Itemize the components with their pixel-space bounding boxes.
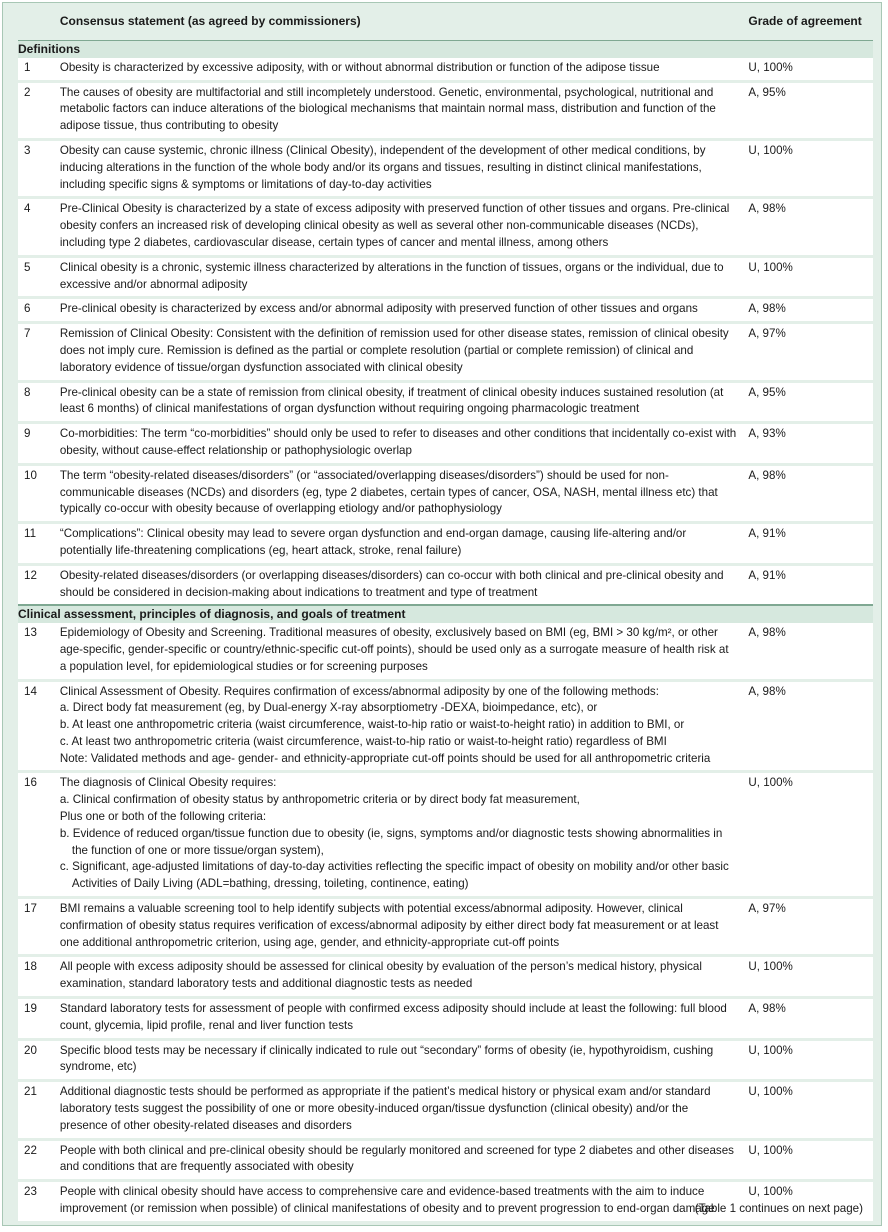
statement-line: Specific blood tests may be necessary if clinically indicated to rule out “secondary” forms of obesity (ie, hypothyroidism, cushing syndrome, etc): [59, 1043, 714, 1074]
table-row: [18, 564, 873, 605]
section-header-row: [18, 41, 873, 58]
statement-line: People with both clinical and pre-clinical obesity should be regularly monitored and screened for type 2 diabetes and other diseases and conditions that are frequently associated with obesity: [59, 1143, 734, 1174]
grade-of-agreement: A, 95%: [748, 81, 873, 139]
grade-of-agreement: A, 91%: [748, 523, 873, 565]
statement-line: All people with excess adiposity should be assessed for clinical obesity by evaluation of the person’s medical history, physical examination, standard laboratory tests and additional diagnostic tests as needed: [59, 960, 702, 991]
grade-of-agreement: A, 98%: [748, 998, 873, 1040]
grade-of-agreement: U, 100%: [748, 1181, 873, 1221]
statement-number: 12: [18, 564, 60, 605]
grade-of-agreement: A, 97%: [748, 898, 873, 956]
statement-number: 4: [18, 198, 60, 256]
statement-line: The causes of obesity are multifactorial and still incompletely understood. Genetic, environmental, psychological, nutritional and metabolic factors can induce alterations of the biological mechanisms that maintain normal mass, distribution and function of the adipose tissue, thus contributing to obesity: [59, 85, 716, 133]
grade-of-agreement: A, 98%: [748, 680, 873, 772]
statement-line: Remission of Clinical Obesity: Consistent with the definition of remission used for other disease states, remission of clinical obesity does not imply cure. Remission is defined as the partial or complete resolution (partial or complete remission) of clinical and laboratory evidence of tissue/organ dysfunction associated with clinical obesity: [59, 327, 729, 374]
statement-line: a. Direct body fat measurement (eg, by Dual-energy X-ray absorptiometry -DEXA, bioimpedance, etc), or: [59, 701, 598, 715]
statement-text: [60, 464, 749, 522]
statement-text: [60, 623, 749, 680]
statement-text: [60, 1181, 749, 1221]
grade-of-agreement: U, 100%: [748, 139, 873, 197]
statement-number: 6: [18, 298, 60, 323]
statement-line: People with clinical obesity should have access to comprehensive care and evidence-based treatments with the aim to induce improvement (or remission when possible) of clinical manifestations of obesity and to prevent progression to end-organ damage: [59, 1185, 715, 1216]
table-row: [18, 381, 873, 423]
statement-number: 5: [18, 256, 60, 298]
statement-text: [60, 1039, 749, 1081]
section-title: Clinical assessment, principles of diagnosis, and goals of treatment: [18, 605, 873, 623]
statement-text: [60, 298, 749, 323]
statement-number: 19: [18, 998, 60, 1040]
statement-number: 7: [18, 323, 60, 381]
statement-text: [60, 198, 749, 256]
grade-of-agreement: A, 98%: [748, 298, 873, 323]
grade-of-agreement: U, 100%: [748, 1139, 873, 1181]
statement-line: Plus one or both of the following criteria:: [59, 810, 267, 824]
statement-line: BMI remains a valuable screening tool to help identify subjects with potential excess/abnormal adiposity. However, clinical confirmation of obesity status requires verification of excess/abnormal adiposity by either direct body fat measurement or at least one additional anthropometric criterion, using age, gender, and ethnicity-appropriate cut-off points: [59, 902, 719, 949]
table-row: [18, 256, 873, 298]
section-header-row: [18, 605, 873, 623]
statement-line: Obesity is characterized by excessive adiposity, with or without abnormal distribution or function of the adipose tissue: [59, 60, 660, 74]
grade-of-agreement: U, 100%: [748, 58, 873, 81]
statement-text: [60, 1139, 749, 1181]
statement-line: c. Significant, age-adjusted limitations of day-to-day activities reflecting the specific impact of obesity on mobility and/or other basic Activities of Daily Living (ADL=bathing, dressing, toileting, continence, eating): [59, 860, 729, 891]
statement-number: 11: [18, 523, 60, 565]
table-row: [18, 1139, 873, 1181]
statement-text: [60, 956, 749, 998]
statement-line: Pre-clinical obesity can be a state of remission from clinical obesity, if treatment of clinical obesity induces sustained resolution (at least 6 months) of clinical manifestations of organ dysfunction without requiring ongoing pharmacologic treatment: [59, 385, 724, 416]
table-row: [18, 898, 873, 956]
statement-line: Note: Validated methods and age- gender- and ethnicity-appropriate cut-off points should be used for all anthropometric criteria: [59, 751, 711, 765]
statement-number: 2: [18, 81, 60, 139]
statement-line: a. Clinical confirmation of obesity status by anthropometric criteria or by direct body fat measurement,: [59, 793, 580, 807]
consensus-table: [18, 13, 873, 1221]
statement-number: 8: [18, 381, 60, 423]
table-row: [18, 772, 873, 898]
grade-of-agreement: A, 93%: [748, 423, 873, 465]
table-row: [18, 1081, 873, 1139]
grade-of-agreement: A, 98%: [748, 198, 873, 256]
statement-line: Standard laboratory tests for assessment of people with confirmed excess adiposity should include at least the following: full blood count, glycemia, lipid profile, renal and liver function tests: [59, 1002, 727, 1032]
table-row: [18, 680, 873, 772]
grade-of-agreement: U, 100%: [748, 256, 873, 298]
table-continues-note: (Table 1 continues on next page): [694, 1202, 863, 1215]
statement-number: 16: [18, 772, 60, 898]
statement-text: [60, 81, 749, 139]
statement-line: Pre-Clinical Obesity is characterized by a state of excess adiposity with preserved function of other tissues and organs. Pre-clinical obesity confers an increased risk of developing clinical obesity as well as several other non-communicable diseases (NCDs), including type 2 diabetes, cardiovascular disease, certain types of cancer and mental illness, among others: [59, 202, 730, 249]
table-row: [18, 464, 873, 522]
statement-line: The term “obesity-related diseases/disorders” (or “associated/overlapping diseases/disorders”) should be used for non-communicable diseases (NCDs) and disorders (eg, type 2 diabetes, certain types of cancer, OSA, NASH, mental illness etc) that typically co-occur with obesity because of overlapping etiology and/or pathophysiology: [59, 468, 718, 516]
grade-of-agreement: A, 98%: [748, 464, 873, 522]
statement-text: [60, 564, 749, 605]
grade-of-agreement: A, 97%: [748, 323, 873, 381]
table-row: [18, 523, 873, 565]
grade-of-agreement: U, 100%: [748, 772, 873, 898]
statement-number: 10: [18, 464, 60, 522]
statement-text: [60, 58, 749, 81]
grade-of-agreement: U, 100%: [748, 1081, 873, 1139]
grade-of-agreement: A, 91%: [748, 564, 873, 605]
grade-of-agreement: U, 100%: [748, 1039, 873, 1081]
table-row: [18, 139, 873, 197]
statement-number: 14: [18, 680, 60, 772]
table-row: [18, 198, 873, 256]
statement-line: Additional diagnostic tests should be performed as appropriate if the patient’s medical history or physical exam and/or standard laboratory tests suggest the possibility of one or more obesity-induced organ/tissue dysfunction (clinical obesity) and/or the presence of other obesity-related diseases and disorders: [59, 1085, 711, 1132]
statement-text: [60, 680, 749, 772]
statement-number: 1: [18, 58, 60, 81]
table-row: [18, 998, 873, 1040]
table-row: [18, 323, 873, 381]
table-row: [18, 1039, 873, 1081]
statement-text: [60, 323, 749, 381]
table-header-row: [18, 13, 873, 41]
statement-text: [60, 523, 749, 565]
statement-text: [60, 381, 749, 423]
statement-number: 21: [18, 1081, 60, 1139]
table-row: [18, 623, 873, 680]
statement-number: 18: [18, 956, 60, 998]
statement-text: [60, 139, 749, 197]
statement-line: Clinical Assessment of Obesity. Requires confirmation of excess/abnormal adiposity by one of the following methods:: [59, 684, 659, 698]
table-row: [18, 956, 873, 998]
statement-line: Obesity can cause systemic, chronic illness (Clinical Obesity), independent of the development of other medical conditions, by inducing alterations in the function of the whole body and/or its organs and tissues, resulting in distinct clinical manifestations, including specific signs & symptoms or limitations of day-to-day activities: [59, 143, 706, 191]
table-row: [18, 58, 873, 81]
statement-number: 20: [18, 1039, 60, 1081]
statement-text: [60, 772, 749, 898]
statement-line: Obesity-related diseases/disorders (or overlapping diseases/disorders) can co-occur with both clinical and pre-clinical obesity and should be considered in decision-making about indications to treatment and type of treatment: [59, 568, 724, 599]
statement-line: “Complications”: Clinical obesity may lead to severe organ dysfunction and end-organ damage, causing life-altering and/or potentially life-threatening complications (eg, heart attack, stroke, renal failure): [59, 527, 687, 557]
statement-number: 9: [18, 423, 60, 465]
grade-of-agreement: U, 100%: [748, 956, 873, 998]
statement-number: 22: [18, 1139, 60, 1181]
grade-column-header: Grade of agreement: [748, 14, 862, 28]
number-column-header: [18, 13, 60, 41]
statement-line: Co-morbidities: The term “co-morbidities” should only be used to refer to diseases and other conditions that incidentally co-exist with obesity, without cause-effect relationship or pathophysiologic overlap: [59, 427, 737, 457]
statement-column-header: Consensus statement (as agreed by commissioners): [59, 14, 361, 28]
statement-line: c. At least two anthropometric criteria (waist circumference, waist-to-hip ratio or waist-to-height ratio) regardless of BMI: [59, 734, 667, 748]
statement-text: [60, 1081, 749, 1139]
grade-of-agreement: A, 98%: [748, 623, 873, 680]
statement-line: b. Evidence of reduced organ/tissue function due to obesity (ie, signs, symptoms and/or diagnostic tests showing abnormalities in the function of one or more tissue/organ system),: [59, 826, 723, 857]
statement-number: 13: [18, 623, 60, 680]
statement-line: Epidemiology of Obesity and Screening. Traditional measures of obesity, exclusively based on BMI (eg, BMI > 30 kg/m², or other age-specific, gender-specific or country/ethnic-specific cut-off points), should be used only as a surrogate measure of health risk at a population level, for epidemiological studies or for screening purposes: [59, 626, 729, 673]
statement-number: 3: [18, 139, 60, 197]
statement-text: [60, 256, 749, 298]
table-body: [18, 41, 873, 1221]
section-title: Definitions: [18, 41, 873, 58]
statement-text: [60, 998, 749, 1040]
statement-line: Clinical obesity is a chronic, systemic illness characterized by alterations in the function of tissues, organs or the individual, due to excessive and/or abnormal adiposity: [59, 260, 724, 291]
table-row: [18, 298, 873, 323]
statement-text: [60, 898, 749, 956]
statement-line: Pre-clinical obesity is characterized by excess and/or abnormal adiposity with preserved function of other tissues and organs: [59, 302, 698, 316]
statement-number: 23: [18, 1181, 60, 1221]
statement-number: 17: [18, 898, 60, 956]
table-row: [18, 423, 873, 465]
statement-text: [60, 423, 749, 465]
table-row: [18, 81, 873, 139]
table-panel: [2, 2, 882, 1226]
statement-line: b. At least one anthropometric criteria (waist circumference, waist-to-hip ratio or waist-to-height ratio) in addition to BMI, or: [59, 718, 685, 732]
statement-line: The diagnosis of Clinical Obesity requires:: [59, 776, 277, 790]
grade-of-agreement: A, 95%: [748, 381, 873, 423]
